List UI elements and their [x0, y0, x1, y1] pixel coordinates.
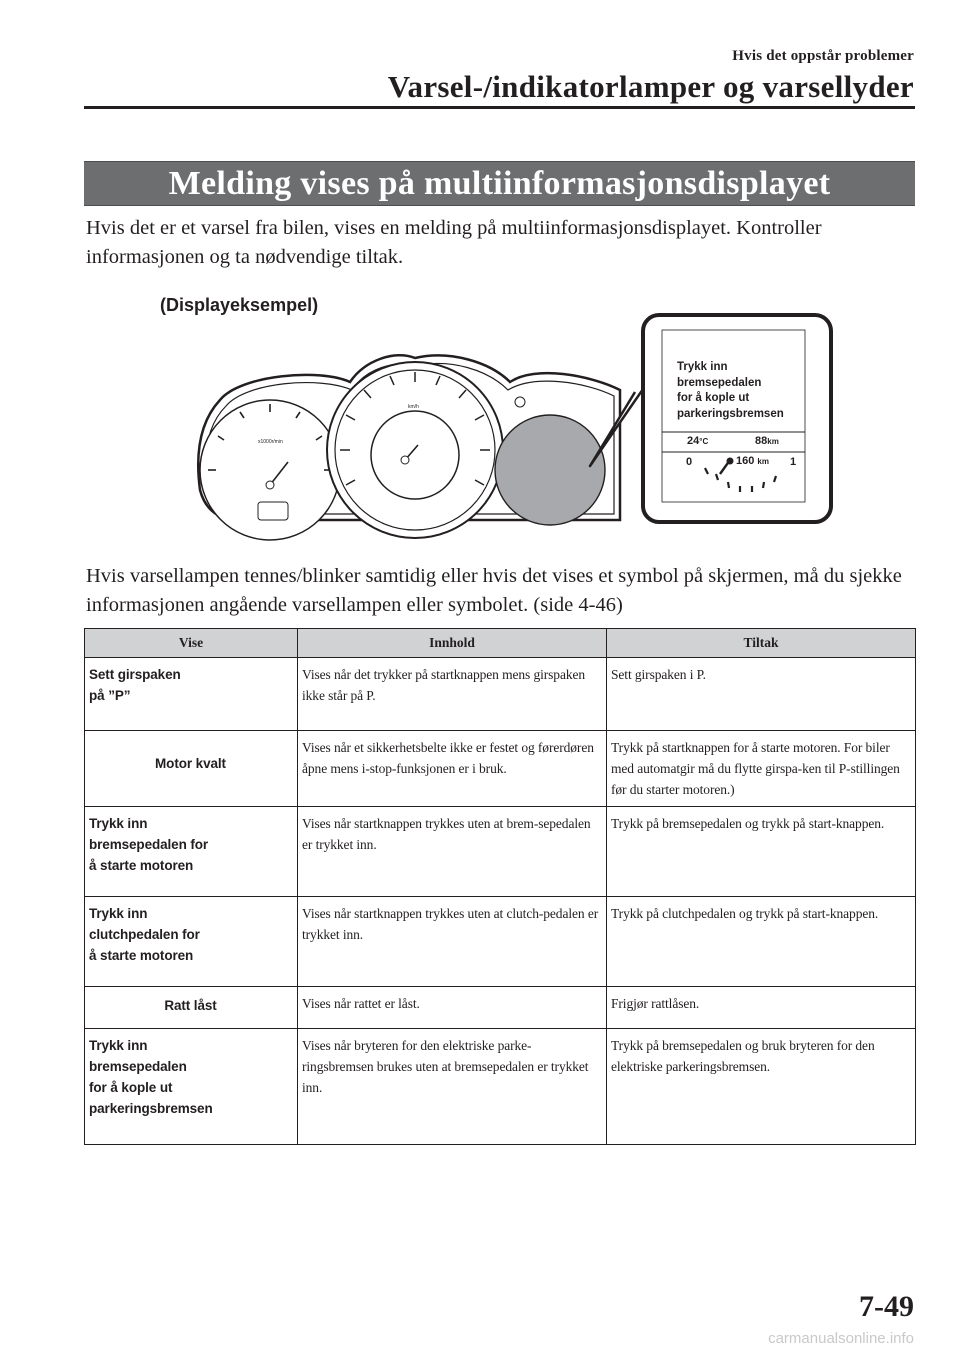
- table-row: [85, 807, 916, 897]
- table-row: [85, 731, 916, 807]
- display-line: Trykk inn: [89, 906, 148, 921]
- display-line: Trykk inn: [89, 1038, 148, 1053]
- fuel-icon: [727, 458, 734, 465]
- page-number: 7-49: [859, 1290, 914, 1323]
- display-line: for å kople ut: [89, 1080, 173, 1095]
- action-cell: Trykk på bremsepedalen og bruk bryteren for den elektriske parkeringsbremsen.: [607, 1029, 916, 1145]
- scale-left-label: 0: [686, 456, 693, 468]
- second-paragraph: Hvis varsellampen tennes/blinker samtidig eller hvis det vises et symbol på skjermen, må du sjekke informasjonen angående varsellampen eller symbolet. (side 4-46): [86, 565, 902, 616]
- action-cell: Trykk på startknappen for å starte motoren. For biler med automatgir må du flytte girspa-ken til P-stillingen før du starter motoren.): [607, 731, 916, 807]
- odometer-unit: km: [757, 457, 769, 466]
- display-message: [85, 658, 298, 731]
- range-value: 88: [755, 435, 768, 447]
- content-cell: Vises når bryteren for den elektriske parke-ringsbremsen brukes uten at bremsepedalen er trykket inn.: [298, 1029, 607, 1145]
- action-cell: Trykk på clutchpedalen og trykk på start-knappen.: [607, 897, 916, 987]
- callout-line: parkeringsbremsen: [677, 407, 784, 420]
- content-cell: Vises når startknappen trykkes uten at clutch-pedalen er trykket inn.: [298, 897, 607, 987]
- display-line: å starte motoren: [89, 948, 194, 963]
- content-cell: Vises når startknappen trykkes uten at brem-sepedalen er trykket inn.: [298, 807, 607, 897]
- display-message: [85, 897, 298, 987]
- display-line: bremsepedalen: [89, 1059, 187, 1074]
- temperature-readout: [687, 435, 708, 447]
- chapter-title: Varsel-/indikatorlamper og varsellyder: [387, 69, 914, 104]
- display-line: på ”P”: [89, 688, 131, 703]
- speedometer-hub: [401, 456, 409, 464]
- display-line: Ratt låst: [164, 998, 217, 1013]
- display-message: [85, 731, 298, 807]
- display-line: parkeringsbremsen: [89, 1101, 213, 1116]
- content-cell: Vises når et sikkerhetsbelte ikke er festet og førerdøren åpne mens i-stop-funksjonen er i bruk.: [298, 731, 607, 807]
- tach-unit-label: x1000r/min: [258, 439, 283, 445]
- table-row: [85, 897, 916, 987]
- speedometer-center: [371, 411, 459, 499]
- display-line: Motor kvalt: [155, 756, 226, 771]
- display-message: [85, 807, 298, 897]
- intro-paragraph: Hvis det er et varsel fra bilen, vises en melding på multiinformasjonsdisplayet. Kontroller informasjonen og ta nødvendige tiltak.: [86, 217, 822, 268]
- watermark: carmanualsonline.info: [768, 1330, 914, 1347]
- column-header-display: Vise: [85, 629, 298, 658]
- action-cell: Sett girspaken i P.: [607, 658, 916, 731]
- odometer-value: 160: [736, 455, 755, 467]
- display-line: bremsepedalen for: [89, 837, 209, 852]
- range-readout: [755, 435, 779, 447]
- callout-line: for å kople ut: [677, 392, 750, 404]
- content-cell: Vises når rattet er låst.: [298, 987, 607, 1029]
- range-unit: km: [767, 437, 779, 446]
- table-row: [85, 658, 916, 731]
- callout-line: Trykk inn: [677, 361, 728, 373]
- temperature-value: 24: [687, 435, 700, 447]
- header-rule: [84, 106, 915, 109]
- display-message: [85, 987, 298, 1029]
- instrument-cluster-figure: [150, 290, 850, 550]
- tachometer-hub: [266, 481, 274, 489]
- table-row: [85, 987, 916, 1029]
- speed-unit-label: km/h: [408, 404, 419, 410]
- display-line: å starte motoren: [89, 858, 194, 873]
- callout-line: bremsepedalen: [677, 376, 762, 389]
- section-title: Hvis det oppstår problemer: [732, 48, 914, 64]
- table-header-row: [85, 629, 916, 658]
- temperature-unit: °C: [699, 437, 709, 446]
- display-line: clutchpedalen for: [89, 927, 200, 942]
- action-cell: Frigjør rattlåsen.: [607, 987, 916, 1029]
- multi-info-display: [495, 415, 605, 525]
- callout-message: [677, 360, 812, 422]
- display-line: Sett girspaken: [89, 667, 181, 682]
- message-table: [84, 628, 916, 1145]
- column-header-action: Tiltak: [607, 629, 916, 658]
- display-line: Trykk inn: [89, 816, 148, 831]
- indicator-lamp: [515, 397, 525, 407]
- column-header-content: Innhold: [298, 629, 607, 658]
- tach-small-display: [258, 502, 288, 520]
- action-cell: Trykk på bremsepedalen og trykk på start-knappen.: [607, 807, 916, 897]
- content-cell: Vises når det trykker på startknappen mens girspaken ikke står på P.: [298, 658, 607, 731]
- running-head: [388, 48, 914, 105]
- figure-caption: (Displayeksempel): [160, 295, 319, 315]
- table-row: [85, 1029, 916, 1145]
- odometer-readout: [736, 455, 769, 467]
- scale-right-label: 1: [790, 456, 797, 468]
- display-message: [85, 1029, 298, 1145]
- section-banner: Melding vises på multiinformasjonsdisplayet: [84, 161, 915, 206]
